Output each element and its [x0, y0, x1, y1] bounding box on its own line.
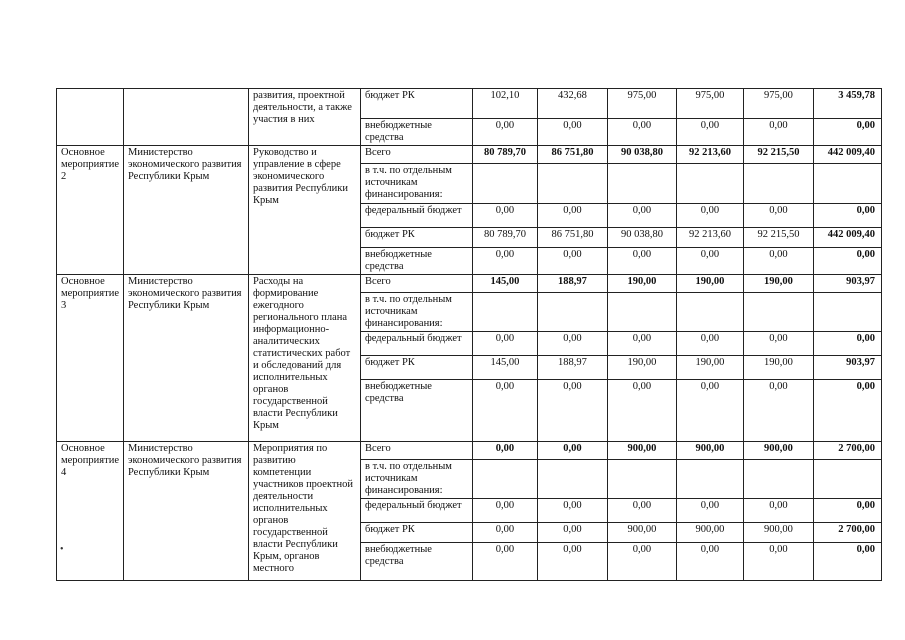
source-label-cell: Всего	[360, 442, 472, 460]
value-cell: 900,00	[743, 442, 813, 460]
value-cell	[537, 460, 607, 499]
value-cell: 0,00	[537, 332, 607, 356]
value-cell: 0,00	[537, 442, 607, 460]
value-cell: 975,00	[607, 89, 676, 119]
value-cell: 0,00	[607, 499, 676, 523]
value-cell: 3 459,78	[813, 89, 881, 119]
value-cell: 0,00	[676, 499, 743, 523]
value-cell: 0,00	[743, 543, 813, 581]
financing-table	[56, 88, 882, 581]
table-row	[57, 275, 882, 293]
value-cell: 0,00	[472, 332, 537, 356]
value-cell: 0,00	[607, 248, 676, 275]
value-cell: 102,10	[472, 89, 537, 119]
source-label-cell: в т.ч. по отдельным источникам финансирования:	[360, 460, 472, 499]
value-cell	[607, 460, 676, 499]
value-cell: 145,00	[472, 275, 537, 293]
value-cell: 0,00	[813, 332, 881, 356]
value-cell: 0,00	[676, 332, 743, 356]
value-cell	[607, 164, 676, 204]
value-cell: 92 213,60	[676, 228, 743, 248]
value-cell: 190,00	[743, 356, 813, 380]
value-cell: 0,00	[813, 543, 881, 581]
source-label-cell: Всего	[360, 275, 472, 293]
executor-cell: Министерство экономического развития Республики Крым	[123, 275, 248, 442]
value-cell: 0,00	[813, 204, 881, 228]
value-cell: 903,97	[813, 275, 881, 293]
value-cell: 903,97	[813, 356, 881, 380]
source-label-cell: Всего	[360, 146, 472, 164]
value-cell: 0,00	[472, 543, 537, 581]
source-label-cell: в т.ч. по отдельным источникам финансирования:	[360, 293, 472, 332]
value-cell: 80 789,70	[472, 146, 537, 164]
value-cell: 0,00	[607, 543, 676, 581]
value-cell	[472, 460, 537, 499]
source-label-cell: бюджет РК	[360, 356, 472, 380]
value-cell: 0,00	[813, 119, 881, 146]
value-cell: 0,00	[537, 380, 607, 442]
value-cell: 90 038,80	[607, 146, 676, 164]
value-cell: 0,00	[472, 499, 537, 523]
value-cell: 0,00	[813, 248, 881, 275]
value-cell: 0,00	[537, 119, 607, 146]
executor-cell	[123, 89, 248, 146]
event-name-cell: Основное мероприятие 4	[57, 442, 124, 581]
value-cell	[676, 164, 743, 204]
event-desc-cell: Руководство и управление в сфере экономического развития Республики Крым	[248, 146, 360, 275]
event-name-cell: Основное мероприятие 3	[57, 275, 124, 442]
value-cell: 188,97	[537, 356, 607, 380]
source-label-cell: внебюджетные средства	[360, 119, 472, 146]
value-cell: 0,00	[537, 543, 607, 581]
value-cell: 442 009,40	[813, 228, 881, 248]
value-cell: 0,00	[607, 119, 676, 146]
value-cell: 190,00	[607, 356, 676, 380]
value-cell: 0,00	[537, 248, 607, 275]
value-cell: 0,00	[537, 204, 607, 228]
value-cell: 86 751,80	[537, 146, 607, 164]
value-cell: 2 700,00	[813, 523, 881, 543]
value-cell	[743, 460, 813, 499]
source-label-cell: федеральный бюджет	[360, 204, 472, 228]
value-cell: 190,00	[676, 275, 743, 293]
value-cell	[676, 293, 743, 332]
value-cell: 0,00	[537, 499, 607, 523]
value-cell: 0,00	[537, 523, 607, 543]
value-cell: 190,00	[607, 275, 676, 293]
source-label-cell: в т.ч. по отдельным источникам финансирования:	[360, 164, 472, 204]
value-cell: 80 789,70	[472, 228, 537, 248]
value-cell	[743, 164, 813, 204]
value-cell: 900,00	[743, 523, 813, 543]
value-cell: 2 700,00	[813, 442, 881, 460]
value-cell: 188,97	[537, 275, 607, 293]
source-label-cell: федеральный бюджет	[360, 499, 472, 523]
value-cell: 0,00	[472, 380, 537, 442]
value-cell: 0,00	[607, 332, 676, 356]
value-cell: 0,00	[676, 543, 743, 581]
source-label-cell: федеральный бюджет	[360, 332, 472, 356]
value-cell: 432,68	[537, 89, 607, 119]
source-label-cell: внебюджетные средства	[360, 543, 472, 581]
event-desc-cell: Расходы на формирование ежегодного регионального плана информационно-аналитических статистических работ и обследований для исполнительных органов государственной власти Республики Крым	[248, 275, 360, 442]
value-cell	[472, 164, 537, 204]
event-desc-cell: развития, проектной деятельности, а также участия в них	[248, 89, 360, 146]
value-cell: 0,00	[472, 204, 537, 228]
value-cell: 90 038,80	[607, 228, 676, 248]
value-cell: 190,00	[676, 356, 743, 380]
table-row	[57, 89, 882, 119]
value-cell: 0,00	[813, 499, 881, 523]
value-cell: 0,00	[676, 204, 743, 228]
value-cell: 0,00	[472, 523, 537, 543]
value-cell: 0,00	[676, 380, 743, 442]
value-cell: 0,00	[743, 499, 813, 523]
value-cell: 0,00	[813, 380, 881, 442]
value-cell: 900,00	[676, 442, 743, 460]
event-name-cell: Основное мероприятие 2	[57, 146, 124, 275]
value-cell	[537, 164, 607, 204]
value-cell: 92 215,50	[743, 228, 813, 248]
value-cell	[607, 293, 676, 332]
source-label-cell: внебюджетные средства	[360, 248, 472, 275]
source-label-cell: бюджет РК	[360, 523, 472, 543]
source-label-cell: внебюджетные средства	[360, 380, 472, 442]
table-row	[57, 442, 882, 460]
event-name-cell	[57, 89, 124, 146]
value-cell: 0,00	[743, 332, 813, 356]
value-cell	[472, 293, 537, 332]
value-cell: 0,00	[472, 442, 537, 460]
value-cell: 0,00	[743, 119, 813, 146]
value-cell: 92 215,50	[743, 146, 813, 164]
value-cell: 900,00	[607, 523, 676, 543]
source-label-cell: бюджет РК	[360, 228, 472, 248]
value-cell: 0,00	[743, 204, 813, 228]
value-cell: 190,00	[743, 275, 813, 293]
value-cell: 442 009,40	[813, 146, 881, 164]
value-cell	[813, 293, 881, 332]
table-row	[57, 146, 882, 164]
value-cell	[676, 460, 743, 499]
value-cell: 0,00	[472, 248, 537, 275]
value-cell: 0,00	[743, 380, 813, 442]
value-cell: 92 213,60	[676, 146, 743, 164]
value-cell: 900,00	[676, 523, 743, 543]
value-cell: 0,00	[676, 119, 743, 146]
event-desc-cell: Мероприятия по развитию компетенции участников проектной деятельности исполнительных органов государственной власти Республики Крым, органов местного	[248, 442, 360, 581]
value-cell: 975,00	[676, 89, 743, 119]
value-cell	[743, 293, 813, 332]
value-cell: 145,00	[472, 356, 537, 380]
executor-cell: Министерство экономического развития Республики Крым	[123, 442, 248, 581]
value-cell: 900,00	[607, 442, 676, 460]
value-cell: 0,00	[607, 204, 676, 228]
scan-dot: •	[60, 544, 64, 555]
executor-cell: Министерство экономического развития Республики Крым	[123, 146, 248, 275]
source-label-cell: бюджет РК	[360, 89, 472, 119]
value-cell: 0,00	[607, 380, 676, 442]
value-cell: 0,00	[676, 248, 743, 275]
value-cell	[813, 164, 881, 204]
value-cell: 0,00	[743, 248, 813, 275]
value-cell	[813, 460, 881, 499]
value-cell: 0,00	[472, 119, 537, 146]
value-cell: 975,00	[743, 89, 813, 119]
value-cell: 86 751,80	[537, 228, 607, 248]
value-cell	[537, 293, 607, 332]
